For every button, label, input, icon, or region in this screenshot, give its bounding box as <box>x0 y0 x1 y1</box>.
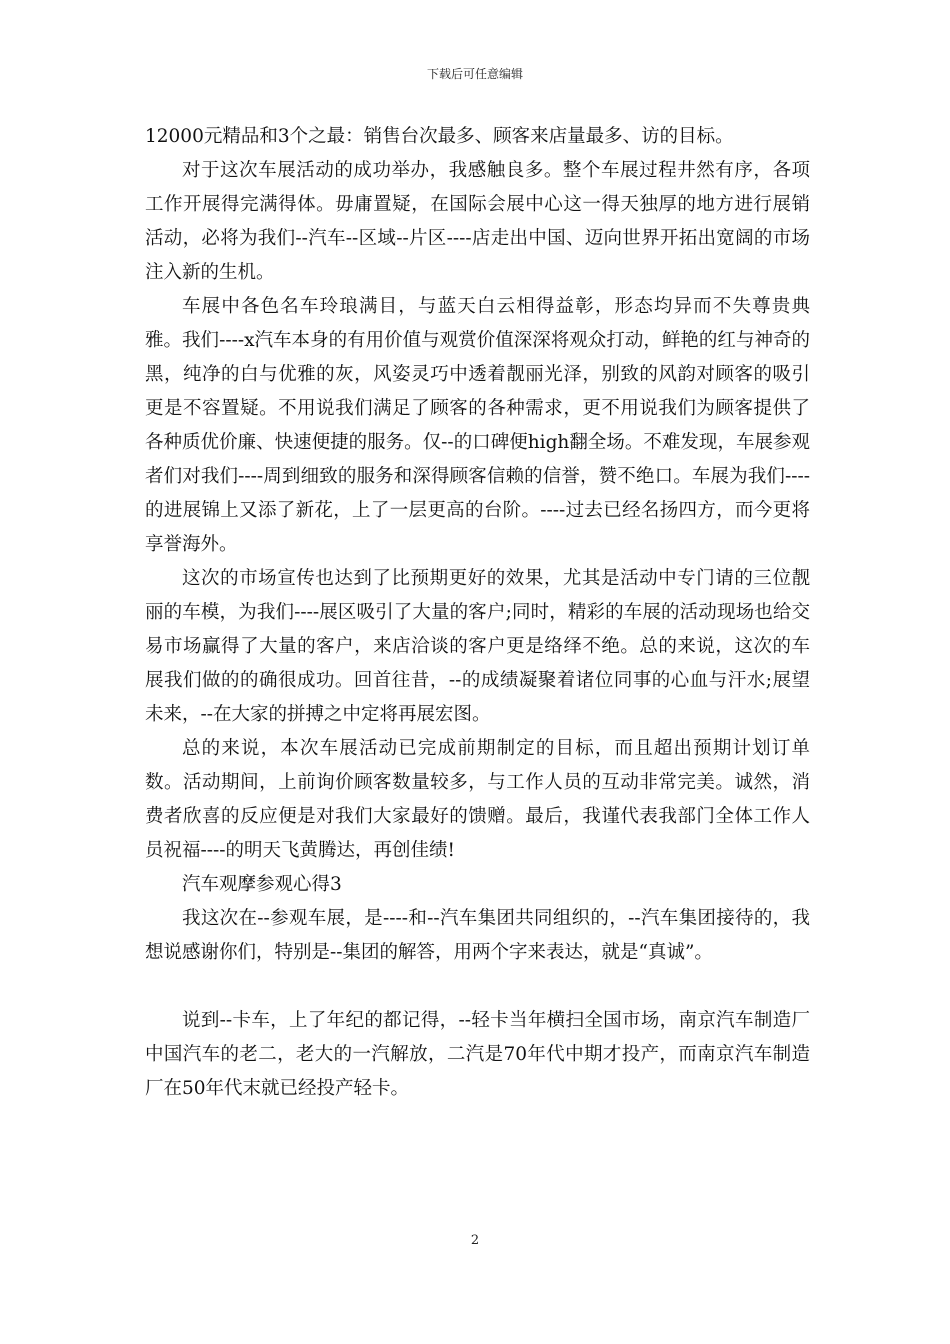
paragraph-marketing: 这次的市场宣传也达到了比预期更好的效果，尤其是活动中专门请的三位靓丽的车模，为我们----展区吸引了大量的客户;同时，精彩的车展的活动现场也给交易市场赢得了大量的客户，来店洽谈的客户更是络绎不绝。总的来说，这次的车展我们做的的确很成功。回首往昔，--的成绩凝聚着诸位同事的心血与汗水;展望未来，--在大家的拼搏之中定将再展宏图。 <box>145 568 810 725</box>
paragraph-visit-thanks: 我这次在--参观车展，是----和--汽车集团共同组织的，--汽车集团接待的，我想说感谢你们，特别是--集团的解答，用两个字来表达，就是“真诚”。 <box>145 908 810 963</box>
document-body <box>145 120 810 1106</box>
paragraph-cars-display: 车展中各色名车玲琅满目，与蓝天白云相得益彰，形态均异而不失尊贵典雅。我们----x汽车本身的有用价值与观赏价值深深将观众打动，鲜艳的红与神奇的黑，纯净的白与优雅的灰，风姿灵巧中透着靓丽光泽，别致的风韵对顾客的吸引更是不容置疑。不用说我们满足了顾客的各种需求，更不用说我们为顾客提供了各种质优价廉、快速便捷的服务。仅--的口碑便high翻全场。不难发现，车展参观者们对我们----周到细致的服务和深得顾客信赖的信誉，赞不绝口。车展为我们----的进展锦上又添了新花，上了一层更高的台阶。----过去已经名扬四方，而今更将享誉海外。 <box>145 296 810 555</box>
paragraph-exhibition-success: 对于这次车展活动的成功举办，我感触良多。整个车展过程井然有序，各项工作开展得完满得体。毋庸置疑，在国际会展中心这一得天独厚的地方进行展销活动，必将为我们--汽车--区域--片区----店走出中国、迈向世界开拓出宽阔的市场注入新的生机。 <box>145 160 810 283</box>
paragraph-continuation: 12000元精品和3个之最：销售台次最多、顾客来店量最多、访的目标。 <box>145 126 734 147</box>
paragraph-summary: 总的来说，本次车展活动已完成前期制定的目标，而且超出预期计划订单数。活动期间，上前询价顾客数量较多，与工作人员的互动非常完美。诚然，消费者欣喜的反应便是对我们大家最好的馈赠。最后，我谨代表我部门全体工作人员祝福----的明天飞黄腾达，再创佳绩! <box>145 738 810 861</box>
page-header: 下载后可任意编辑 <box>426 67 523 81</box>
section-heading: 汽车观摩参观心得3 <box>182 874 342 895</box>
paragraph-truck-history: 说到--卡车，上了年纪的都记得，--轻卡当年横扫全国市场，南京汽车制造厂中国汽车的老二，老大的一汽解放，二汽是70年代中期才投产，而南京汽车制造厂在50年代末就已经投产轻卡。 <box>145 1010 810 1099</box>
page-number: 2 <box>470 1233 480 1248</box>
